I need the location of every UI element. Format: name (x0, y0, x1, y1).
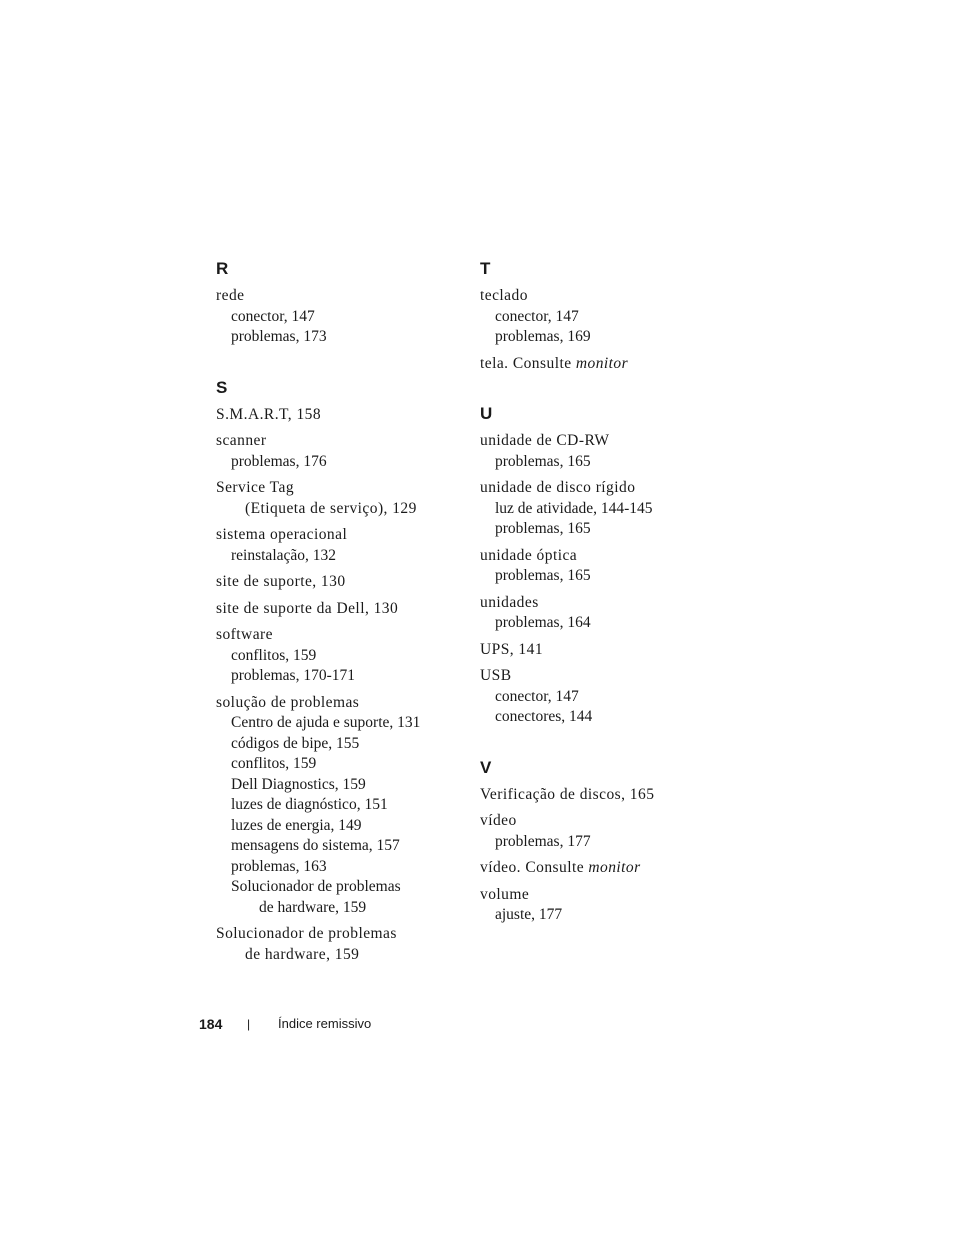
entry-term (216, 693, 466, 714)
entry-subterm: códigos de bipe, 155 (231, 734, 360, 752)
entry-continuation: (Etiqueta de serviço), 129 (245, 499, 417, 517)
section-letter: R (216, 259, 229, 278)
index-entry (480, 546, 730, 587)
entry-term-text: volume (480, 885, 530, 903)
entry-term-text: USB (480, 667, 512, 684)
index-entry (216, 599, 466, 620)
entry-term-text: Solucionador de problemas (216, 925, 397, 942)
index-entry (480, 354, 730, 375)
page-number: 184 (199, 1016, 223, 1032)
entry-term (216, 924, 466, 945)
entry-term-text: sistema operacional (216, 526, 348, 543)
entry-subterm: problemas, 163 (231, 857, 327, 875)
entry-subterm: problemas, 170-171 (231, 667, 355, 684)
index-entry (480, 666, 730, 728)
entry-term (480, 811, 730, 832)
entry-term (216, 478, 466, 499)
entry-subterm: problemas, 169 (495, 328, 591, 345)
entry-term-text: UPS, 141 (480, 640, 544, 658)
index-entry (216, 478, 466, 519)
entry-subterm: conector, 147 (495, 687, 579, 705)
entry-term-text: solução de problemas (216, 693, 360, 711)
entry-subterm: luzes de diagnóstico, 151 (231, 796, 388, 813)
entry-subterm: problemas, 164 (495, 614, 591, 631)
entry-term (480, 431, 730, 452)
entry-term (216, 625, 466, 646)
index-entry (480, 593, 730, 634)
entry-term (480, 286, 730, 307)
entry-term (480, 785, 730, 806)
entry-subterm: Solucionador de problemas (231, 878, 401, 895)
see-reference: monitor (588, 859, 641, 876)
entry-term-text: unidades (480, 593, 539, 611)
index-entry (480, 811, 730, 852)
footer-separator: | (247, 1017, 251, 1031)
entry-continuation: de hardware, 159 (245, 945, 360, 963)
index-entry (216, 693, 466, 919)
index-entry (480, 478, 730, 540)
entry-term-text: site de suporte da Dell, 130 (216, 599, 399, 617)
entry-term (480, 858, 730, 879)
index-entry (216, 405, 466, 426)
index-entry (216, 525, 466, 566)
index-section (480, 757, 730, 926)
section-letter: V (480, 757, 492, 777)
section-letter: U (480, 404, 493, 423)
index-section (216, 258, 466, 348)
entry-subterm: Dell Diagnostics, 159 (231, 775, 366, 793)
index-entry (216, 572, 466, 593)
entry-term-text: scanner (216, 432, 267, 449)
entry-term (480, 640, 730, 661)
entry-term (480, 354, 730, 375)
entry-subterm: luz de atividade, 144-145 (495, 499, 653, 517)
entry-term (216, 431, 466, 452)
index-entry (480, 858, 730, 879)
subterm-continuation: de hardware, 159 (259, 898, 367, 916)
index-entry (216, 625, 466, 687)
index-entry (480, 431, 730, 472)
index-section (480, 258, 730, 374)
index-entry (480, 286, 730, 348)
entry-subterm: conector, 147 (231, 307, 315, 325)
entry-term-text: Service Tag (216, 479, 295, 496)
entry-term-text: teclado (480, 287, 528, 304)
entry-term (480, 666, 730, 687)
entry-term-text: software (216, 626, 273, 643)
entry-term-text: site de suporte, 130 (216, 573, 346, 590)
footer-section-title: Índice remissivo (278, 1016, 372, 1031)
entry-subterm: ajuste, 177 (495, 906, 563, 923)
entry-term (480, 885, 730, 906)
entry-term (480, 593, 730, 614)
index-section (480, 403, 730, 728)
section-letter: S (216, 377, 228, 397)
index-entry (216, 431, 466, 472)
entry-subterm: problemas, 165 (495, 520, 591, 537)
index-column-right (480, 258, 730, 926)
entry-term-text: rede (216, 287, 245, 304)
entry-term-text: tela. Consulte (480, 354, 576, 372)
entry-term (480, 546, 730, 567)
entry-subterm: luzes de energia, 149 (231, 816, 362, 834)
entry-subterm: Centro de ajuda e suporte, 131 (231, 714, 421, 731)
entry-term-text: vídeo (480, 812, 517, 829)
entry-term (216, 572, 466, 593)
entry-term (216, 405, 466, 426)
index-entry (480, 785, 730, 806)
entry-term-text: Verificação de discos, 165 (480, 785, 655, 803)
entry-subterm: reinstalação, 132 (231, 546, 337, 564)
index-entry (216, 286, 466, 348)
entry-term (216, 525, 466, 546)
see-reference: monitor (575, 354, 629, 372)
section-letter: T (480, 259, 491, 278)
entry-term-text: unidade de CD-RW (480, 432, 610, 449)
entry-term-text: unidade óptica (480, 546, 578, 564)
index-column-left (216, 258, 466, 965)
entry-subterm: problemas, 173 (231, 328, 327, 345)
entry-subterm: conflitos, 159 (231, 755, 317, 772)
entry-term (480, 478, 730, 499)
entry-subterm: problemas, 177 (495, 832, 591, 850)
index-entry (480, 640, 730, 661)
entry-term-text: unidade de disco rígido (480, 479, 636, 496)
entry-subterm: problemas, 176 (231, 452, 327, 470)
entry-term (216, 599, 466, 620)
entry-subterm: conflitos, 159 (231, 646, 317, 664)
index-entry (216, 924, 466, 965)
entry-subterm: conector, 147 (495, 307, 579, 325)
index-section (216, 377, 466, 966)
entry-term-text: vídeo. Consulte (480, 859, 589, 876)
entry-term (216, 286, 466, 307)
entry-subterm: mensagens do sistema, 157 (231, 837, 400, 854)
entry-term-text: S.M.A.R.T, 158 (216, 405, 322, 423)
index-entry (480, 885, 730, 926)
entry-subterm: problemas, 165 (495, 567, 591, 584)
entry-subterm: conectores, 144 (495, 708, 593, 725)
entry-subterm: problemas, 165 (495, 452, 591, 470)
